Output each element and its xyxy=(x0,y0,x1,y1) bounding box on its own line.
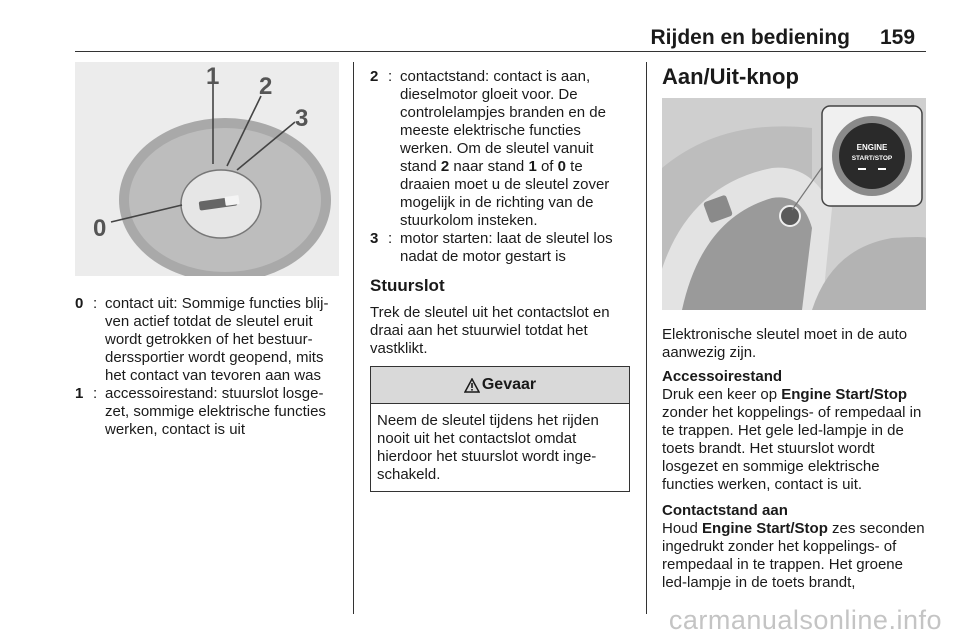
position-label-3: 3 xyxy=(295,105,309,132)
column-divider-left xyxy=(353,62,354,614)
position-description: contact uit: Sommige functies blijven actief totdat de sleutel eruit wordt getrokken of het bestuurderssportier wordt geopend, mits het contact van tevoren aan was xyxy=(105,295,329,384)
engine-button-label-2: START/STOP xyxy=(851,155,893,162)
onoff-heading: Aan/Uit-knop xyxy=(662,64,799,89)
steering-lock-heading: Stuurslot xyxy=(370,276,445,295)
steering-lock-text: Trek de sleutel uit het contactslot en draai aan het stuurwiel totdat het vastklikt. xyxy=(370,304,610,357)
watermark: carmanualsonline.info xyxy=(668,605,942,635)
warning-title: Gevaar xyxy=(481,376,537,393)
onoff-intro: Elektronische sleutel moet in de auto aanwezig zijn. xyxy=(662,326,908,361)
page-number: 159 xyxy=(880,26,916,49)
position-label-2: 2 xyxy=(259,73,273,100)
ignition-lock-illustration xyxy=(75,62,339,276)
warning-text: Neem de sleutel tijdens het rijden nooit uit het contactslot omdat hierdoor het stuurslot wordt ingeschakeld. xyxy=(377,412,599,483)
accessory-heading: Accessoirestand xyxy=(662,368,783,385)
ignition-position-item xyxy=(370,68,632,230)
position-separator: : xyxy=(93,295,98,312)
position-separator: : xyxy=(388,230,393,247)
start-stop-figure xyxy=(662,98,926,310)
warning-box xyxy=(370,366,630,492)
ignition-on-text: Houd Engine Start/Stop zes seconden ingedrukt zonder het koppelings- of rempedaal in te trappen. Het groene led-lampje in de toets brandt, xyxy=(662,520,925,591)
running-header-title: Rijden en bediening xyxy=(650,26,850,49)
header-rule xyxy=(75,51,926,52)
position-description: contactstand: contact is aan, dieselmotor gloeit voor. De controlelampjes branden en de meeste elektrische functies werken. Om de sleutel vanuit stand 2 naar stand 1 of 0 te draaien moet u de sleutel zover mogelijk in de richting van de stuurkolom insteken. xyxy=(400,68,610,229)
ignition-position-item xyxy=(370,230,632,266)
ignition-on-heading: Contactstand aan xyxy=(662,502,788,519)
ignition-positions-list-right xyxy=(370,68,632,266)
ignition-position-item xyxy=(75,295,341,385)
position-description: accessoirestand: stuurslot losgezet, sommige elektrische functies werken, contact is uit xyxy=(105,385,326,438)
position-number: 2 xyxy=(370,68,379,85)
position-description: motor starten: laat de sleutel los nadat de motor gestart is xyxy=(400,230,613,265)
position-label-0: 0 xyxy=(93,215,107,242)
position-number: 3 xyxy=(370,230,379,247)
position-separator: : xyxy=(93,385,98,402)
position-number: 1 xyxy=(75,385,84,402)
position-separator: : xyxy=(388,68,393,85)
position-number: 0 xyxy=(75,295,84,312)
warning-triangle-icon xyxy=(464,378,480,393)
dashboard-illustration xyxy=(662,98,926,310)
column-divider-right xyxy=(646,62,647,614)
ignition-lock-figure xyxy=(75,62,339,276)
ignition-on-section xyxy=(662,502,928,592)
accessory-section xyxy=(662,368,928,494)
ignition-positions-list-left xyxy=(75,295,341,439)
warning-header xyxy=(371,367,629,404)
accessory-text: Druk een keer op Engine Start/Stop zonder het koppelings- of rempedaal in te trappen. Het gele led-lampje in de toets brandt. Het stuurslot wordt losgezet en sommige elektrische functies werken, contact is uit. xyxy=(662,386,922,493)
position-label-1: 1 xyxy=(206,63,220,90)
engine-button-label-1: ENGINE xyxy=(856,143,888,152)
ignition-position-item xyxy=(75,385,341,439)
